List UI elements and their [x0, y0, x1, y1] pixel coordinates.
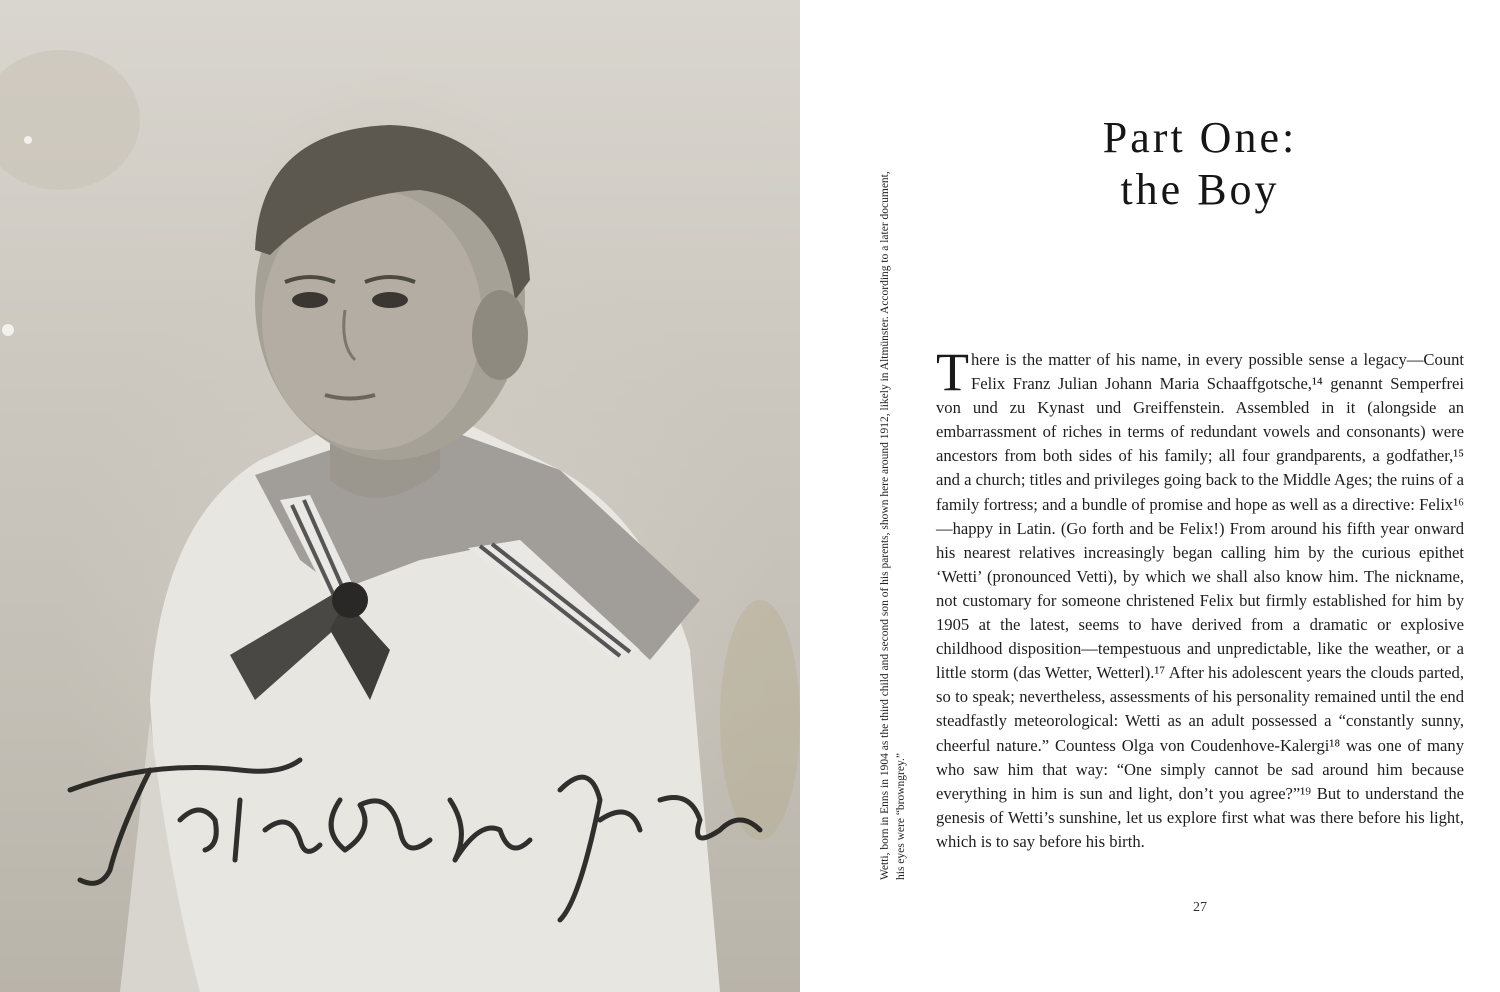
body-text: [936, 342, 1464, 854]
caption-line-1: Wetti, born in Enns in 1904 as the third child and second son of his parents, shown here around 1912, likely in Altmünster. According to a later document,: [879, 171, 891, 880]
drop-cap: T: [936, 342, 969, 402]
body-paragraph: here is the matter of his name, in every possible sense a legacy—Count Felix Franz Julian Johann Maria Schaaffgotsche,¹⁴ genannt Semperfrei von und zu Kynast und Greiffenstein. Assembled in it (alongside an embarrassment of riches in terms of redundant vowels and consonants) were ancestors from both sides of his family; all four grandparents, a godfather,¹⁵ and a church; titles and privileges going back to the Middle Ages; the ruins of a family fortress; and a bundle of promise and hope as well as a directive: Felix¹⁶—happy in Latin. (Go forth and be Felix!) From around his fifth year onward his nearest relatives increasingly began calling him by the curious epithet ‘Wetti’ (pronounced Vetti), by which we shall also know him. The nickname, not customary for someone christened Felix but firmly established for him by 1905 at the latest, seems to have derived from a dramatic or explosive childhood disposition—tempestuous and unpredictable, like the weather, or a little storm (das Wetter, Wetterl).¹⁷ After his adolescent years the clouds parted, so to speak; nevertheless, assessments of his personality remained until the end steadfastly meteorological: Wetti as an adult possessed a “constantly sunny, cheerful nature.” Countess Olga von Coudenhove-Kalergi¹⁸ was one of many who saw him that way: “One simply cannot be sad around him because everything in him is sun and light, don’t you agree?”¹⁹ But to understand the genesis of Wetti’s sunshine, let us explore first what was there before his light, which is to say before his birth.: [936, 350, 1464, 851]
chapter-title: [1000, 112, 1400, 216]
chapter-title-line-1: Part One:: [1102, 113, 1298, 162]
chapter-title-line-2: the Boy: [1120, 165, 1280, 214]
page-number: 27: [1193, 900, 1207, 915]
photo-caption: [877, 120, 913, 880]
caption-line-2: his eyes were “browngrey.”: [895, 753, 907, 880]
